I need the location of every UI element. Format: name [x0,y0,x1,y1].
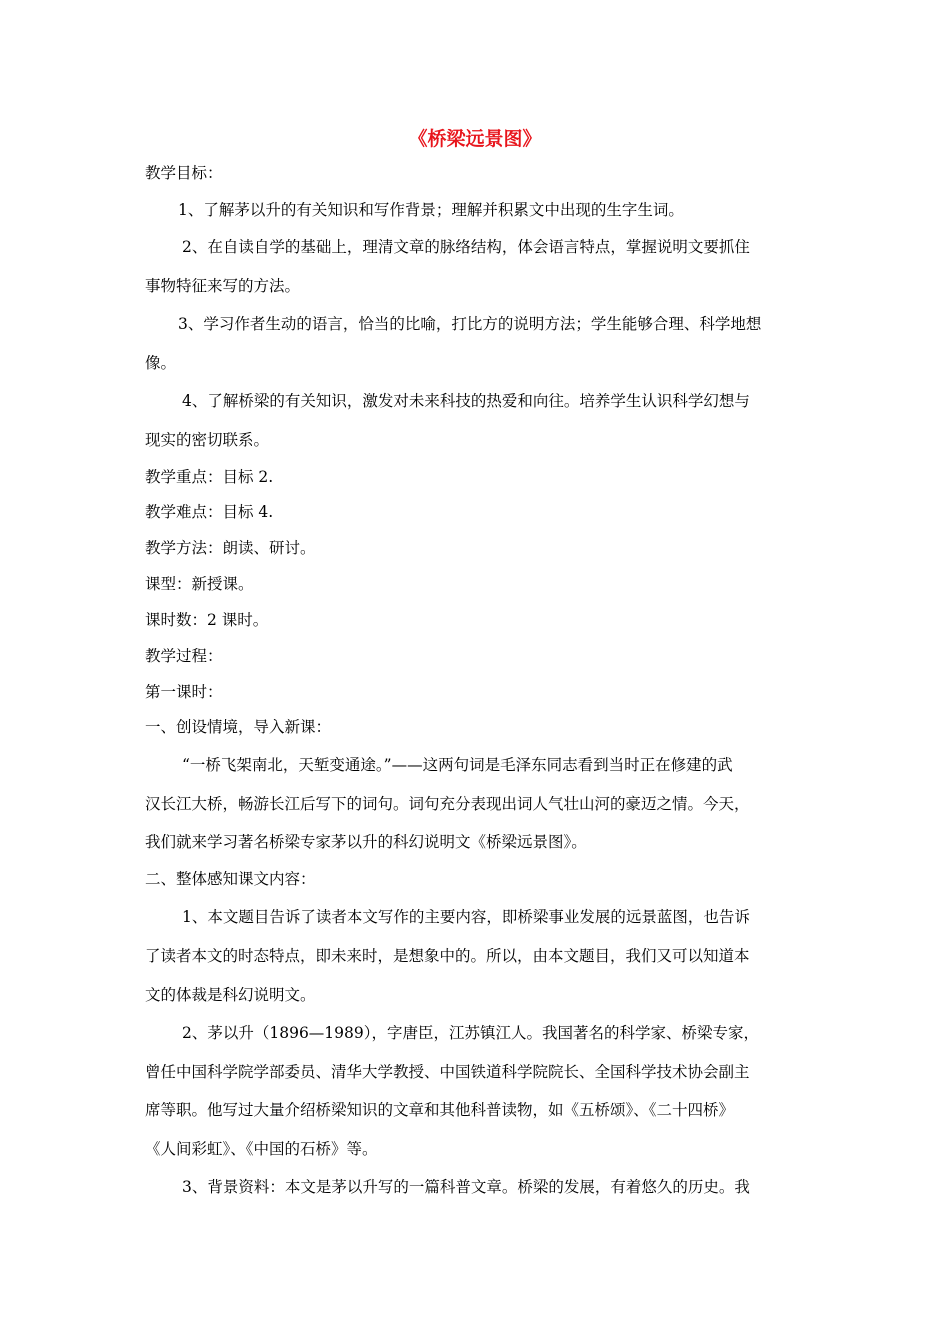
section-2-heading: 二、整体感知课文内容： [145,870,316,888]
teaching-method: 教学方法：朗读、研讨。 [145,539,316,557]
goal-1: 1、了解茅以升的有关知识和写作背景；理解并积累文中出现的生字生词。 [178,201,684,219]
para-1-line-3: 文的体裁是科幻说明文。 [145,986,316,1004]
key-point: 教学重点：目标 2. [145,468,274,486]
first-lesson: 第一课时： [145,683,223,701]
goal-3-line-2: 像。 [145,354,177,372]
intro-line-2: 汉长江大桥，畅游长江后写下的词句。词句充分表现出词人气壮山河的豪迈之情。今天， [145,795,750,813]
lesson-type: 课型：新授课。 [145,575,254,593]
para-2-line-4: 《人间彩虹》、《中国的石桥》等。 [145,1140,378,1158]
para-1-line-1: 1、本文题目告诉了读者本文写作的主要内容，即桥梁事业发展的远景蓝图，也告诉 [182,908,750,926]
lesson-hours: 课时数：2 课时。 [145,611,269,629]
section-1-heading: 一、创设情境，导入新课： [145,718,332,736]
goals-heading: 教学目标： [145,164,223,182]
para-2-line-2: 曾任中国科学院学部委员、清华大学教授、中国铁道科学院院长、全国科学技术协会副主 [145,1063,750,1081]
goal-2-line-1: 2、在自读自学的基础上，理清文章的脉络结构，体会语言特点，掌握说明文要抓住 [182,238,750,256]
intro-line-1: “一桥飞架南北，天堑变通途。”——这两句词是毛泽东同志看到当时正在修建的武 [182,756,733,774]
para-2-line-1: 2、茅以升（1896—1989），字唐臣，江苏镇江人。我国著名的科学家、桥梁专家， [182,1024,760,1042]
para-3-line-1: 3、背景资料：本文是茅以升写的一篇科普文章。桥梁的发展，有着悠久的历史。我 [182,1178,750,1196]
difficult-point: 教学难点：目标 4. [145,503,274,521]
document-title: 《桥梁远景图》 [408,128,542,150]
intro-line-3: 我们就来学习著名桥梁专家茅以升的科幻说明文《桥梁远景图》。 [145,833,587,851]
goal-4-line-2: 现实的密切联系。 [145,431,270,449]
goal-3-line-1: 3、学习作者生动的语言，恰当的比喻，打比方的说明方法；学生能够合理、科学地想 [178,315,762,333]
para-2-line-3: 席等职。他写过大量介绍桥梁知识的文章和其他科普读物，如《五桥颂》、《二十四桥》 [145,1101,735,1119]
teaching-process: 教学过程： [145,647,223,665]
goal-4-line-1: 4、了解桥梁的有关知识，激发对未来科技的热爱和向往。培养学生认识科学幻想与 [182,392,750,410]
para-1-line-2: 了读者本文的时态特点，即未来时，是想象中的。所以，由本文题目，我们又可以知道本 [145,947,750,965]
goal-2-line-2: 事物特征来写的方法。 [145,277,301,295]
